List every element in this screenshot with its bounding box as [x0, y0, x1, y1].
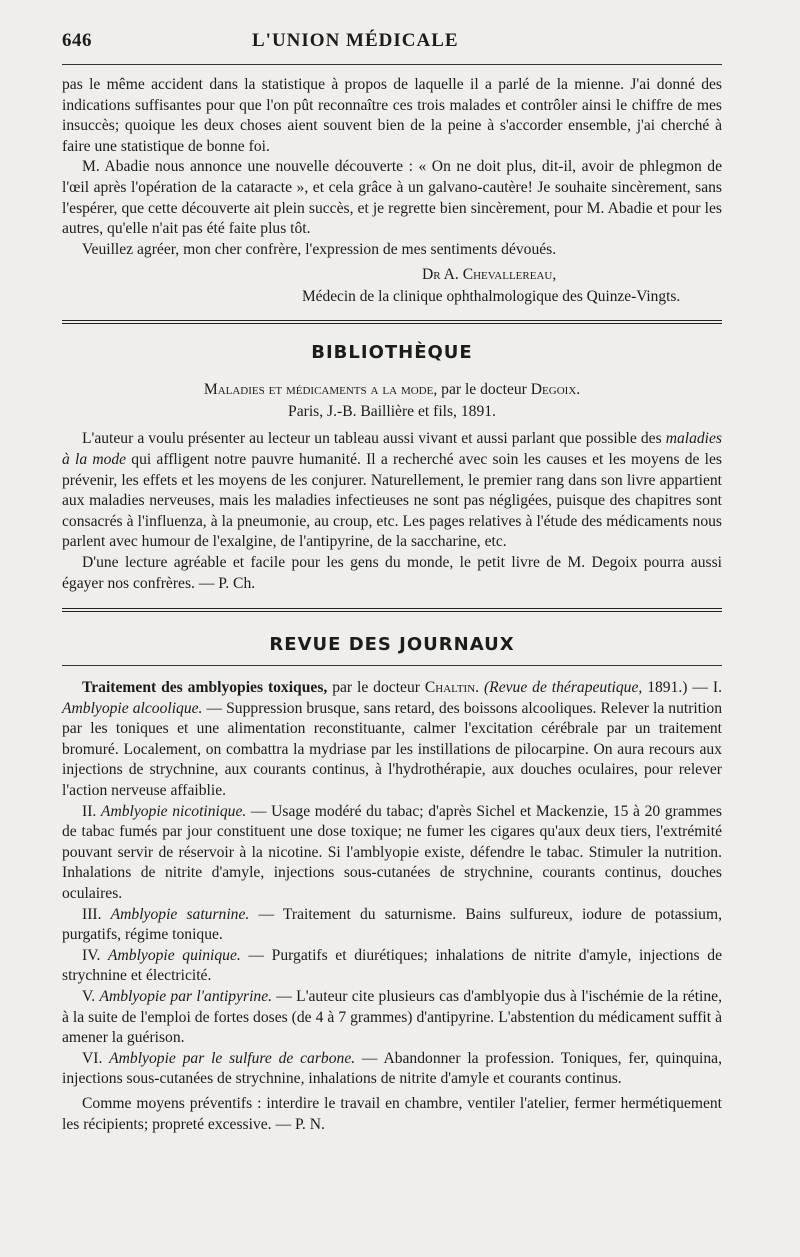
signature-name: Dr A. Chevallereau, — [422, 266, 557, 284]
revue-heading: REVUE DES JOURNAUX — [269, 634, 515, 656]
revue-article-intro: Traitement des amblyopies toxiques, par le docteur Chaltin. (Revue de thérapeutique, 1891.) — I. Amblyopie alcoolique. — Suppression brusque, sans retard, des boissons alcooliques. Relever la nutrition par les toniques et une alimentation reconstituante, calmer l'excitation cérébrale par un traitement bromuré. Localement, on combattra la mydriase par les instillations de pilocarpine. On aura recours aux injections de strychnine, aux courants continus, à l'hydrothérapie, aux douches oculaires, pour relever l'action nerveuse affaiblie. — [62, 679, 722, 800]
book-publisher: Paris, J.-B. Baillière et fils, 1891. — [288, 403, 496, 421]
book-review-paragraph: L'auteur a voulu présenter au lecteur un tableau aussi vivant et aussi parlant que possible des maladies à la mode qui affligent notre pauvre humanité. Il a recherché avec soin les causes et les moyens de les prévenir, les effets et les moyens de les conjurer. Naturellement, le premier rang dans son livre appartient aux maladies nerveuses, mais les maladies infectieuses ne sont pas négligées, puisque des chapitres sont consacrés à l'influenza, à la pneumonie, au croup, etc. Les pages relatives à l'étude des médicaments nous parlent avec humour de l'exalgine, de l'antipyrine, de la saccharine, etc. — [62, 430, 722, 551]
section-divider-2 — [62, 608, 722, 612]
book-title: Maladies et médicaments a la mode, par le docteur Degoix. — [203, 381, 581, 399]
letter-paragraph-3: Veuillez agréer, mon cher confrère, l'expression de mes sentiments dévoués. — [82, 240, 557, 258]
running-title: L'UNION MÉDICALE — [252, 30, 459, 51]
page-header — [62, 0, 722, 58]
revue-heading-rule — [62, 665, 722, 666]
revue-section-3: III. Amblyopie saturnine. — Traitement du saturnisme. Bains sulfureux, iodure de potassium, purgatifs, régime tonique. — [62, 905, 722, 944]
revue-section-7: Comme moyens préventifs : interdire le travail en chambre, ventiler l'atelier, fermer hermétiquement les récipients; propreté excessive. — P. N. — [62, 1094, 722, 1133]
signature-role: Médecin de la clinique ophthalmologique des Quinze-Vingts. — [302, 288, 681, 306]
header-rule — [62, 64, 722, 65]
letter-paragraph-1: pas le même accident dans la statistique à propos de laquelle il a parlé de la mienne. J'ai donné des indications suffisantes pour que l'on pût reconnaître ces trois malades et contrôler ainsi le chiffre de mes insuccès; quoique les deux choses aient souvent bien de la peine à s'accorder ensemble, j'ai cherché à faire une statistique de bonne foi. — [62, 76, 722, 155]
bibliotheque-heading: BIBLIOTHÈQUE — [311, 342, 473, 364]
revue-section-6: VI. Amblyopie par le sulfure de carbone. — Abandonner la profession. Toniques, fer, quinquina, injections sous-cutanées de strychnine, inhalations de nitrite d'amyle et courants continus. — [62, 1049, 722, 1088]
revue-section-5: V. Amblyopie par l'antipyrine. — L'auteur cite plusieurs cas d'amblyopie dus à l'ischémie de la rétine, à la suite de l'emploi de fortes doses (de 4 à 7 grammes) d'antipyrine. L'abstention du médicament suffit à amener la guérison. — [62, 988, 722, 1047]
page-number: 646 — [62, 30, 92, 51]
revue-section-2: II. Amblyopie nicotinique. — Usage modéré du tabac; d'après Sichel et Mackenzie, 15 à 20 grammes de tabac fumés par jour constituent une dose toxique; ne fumer les cigares qu'aux deux tiers, l'extrémité pouvant servir de réservoir à la nicotine. Si l'amblyopie existe, défendre le tabac. Stimuler la nutrition. Inhalations de nitrite d'amyle, injections sous-cutanées de strychnine, courants continus, douches oculaires. — [62, 802, 722, 903]
revue-section-4: IV. Amblyopie quinique. — Purgatifs et diurétiques; inhalations de nitrite d'amyle, injections de strychnine et électricité. — [62, 946, 722, 985]
section-divider — [62, 320, 722, 324]
letter-paragraph-2: M. Abadie nous annonce une nouvelle découverte : « On ne doit plus, dit-il, avoir de phlegmon de l'œil après l'opération de la cataracte », et cela grâce à un galvano-cautère! Je souhaite sincèrement, sans l'espérer, que cette découverte ait plein succès, et je regrette bien sincèrement, pour M. Abadie et pour les autres, qu'elle n'ait pas été faite plus tôt. — [62, 158, 722, 238]
book-review-conclusion: D'une lecture agréable et facile pour les gens du monde, le petit livre de M. Degoix pourra aussi égayer nos confrères. — P. Ch. — [62, 553, 722, 592]
